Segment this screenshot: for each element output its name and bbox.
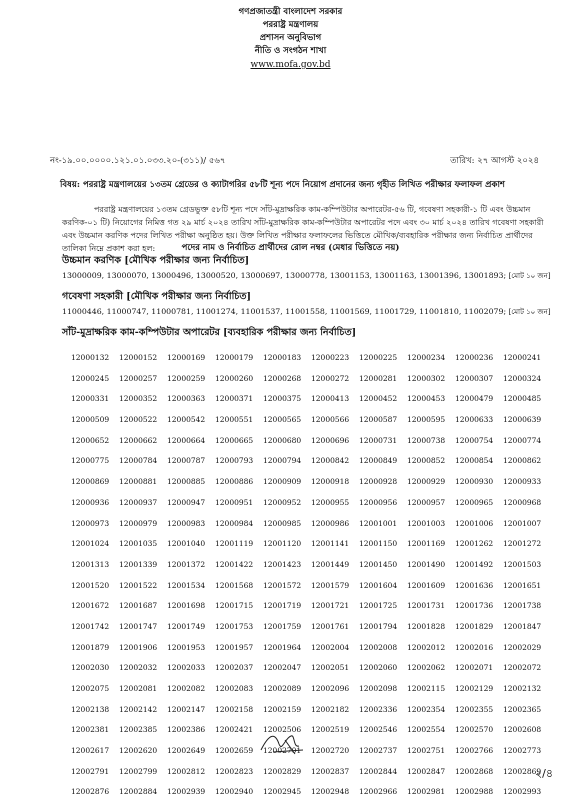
roll-list-gobeshona (62, 306, 562, 318)
roll-number-cell: 12001534 (167, 580, 206, 590)
roll-number-cell: 12000979 (119, 518, 158, 528)
roll-number-cell: 12002089 (263, 684, 302, 693)
roll-number-cell: 12001579 (311, 580, 350, 590)
roll-number-cell: 12000754 (455, 435, 494, 445)
roll-number-cell: 12001749 (167, 621, 206, 631)
roll-number-cell: 12002365 (503, 704, 542, 714)
roll-number-cell: 12000885 (167, 477, 206, 487)
roll-number-cell: 12001847 (503, 621, 542, 631)
roll-number-cell: 12001313 (71, 559, 110, 569)
roll-numbers: 13000009, 13000070, 13000496, 13000520, 13000697, 13000778, 13001153, 13001163, 13001396, 13001893; (62, 271, 507, 280)
govt-name: গণপ্রজাতন্ত্রী বাংলাদেশ সরকার (238, 7, 343, 17)
roll-number-cell: 12002981 (407, 787, 446, 797)
roll-number-cell: 12000363 (167, 394, 206, 404)
roll-number-cell: 12002075 (71, 684, 110, 693)
roll-number-cell: 12001753 (215, 621, 254, 631)
roll-number-cell: 12001568 (215, 580, 254, 590)
roll-number-cell: 12002554 (407, 725, 446, 735)
roll-number-cell: 12002570 (455, 725, 494, 735)
roll-number-cell: 12001001 (359, 518, 398, 528)
roll-number-cell: 12002659 (215, 746, 254, 756)
roll-number-cell: 12002737 (359, 746, 398, 756)
roll-number-cell: 12001490 (407, 559, 446, 569)
roll-number-cell: 12002988 (455, 787, 494, 797)
roll-number-cell: 12000260 (215, 373, 254, 383)
roll-number-cell: 12002945 (263, 787, 302, 797)
roll-number-cell: 12000241 (503, 353, 542, 362)
section-title-shaat: সাঁট-মুদ্রাক্ষরিক কাম-কম্পিউটার অপারেটর [ব্যবহারিক পরীক্ষার জন্য নির্বাচিত] (62, 327, 357, 338)
roll-number-cell: 12000973 (71, 518, 110, 528)
roll-number-cell: 12000257 (119, 373, 158, 383)
roll-number-cell: 12002030 (71, 663, 110, 673)
roll-number-cell: 12001040 (167, 539, 206, 549)
roll-number-cell: 12000371 (215, 394, 254, 404)
roll-number-cell: 12000937 (119, 497, 158, 507)
roll-number-cell: 12001024 (71, 539, 110, 549)
roll-number-cell: 12000849 (359, 456, 398, 466)
roll-number-cell: 12001006 (455, 518, 494, 528)
roll-number-cell: 12002336 (359, 704, 398, 714)
roll-number-cell: 12002519 (311, 725, 350, 735)
roll-number-cell: 12000236 (455, 353, 494, 362)
roll-numbers: 11000446, 11000747, 11000781, 11001274, 11001537, 11001558, 11001569, 11001729, 11001810, 11002079; (62, 307, 507, 316)
roll-number-cell: 12000957 (407, 497, 446, 507)
roll-number-cell: 12002620 (119, 746, 158, 756)
roll-number-cell: 12000639 (503, 415, 542, 425)
memo-date: তারিখ: ২৭ আগস্ট ২০২৪ (450, 156, 539, 166)
roll-number-cell: 12000662 (119, 435, 158, 445)
roll-number-cell: 12001150 (359, 539, 398, 549)
branch-name: নীতি ও সংগঠন শাখা (254, 46, 327, 56)
roll-number-cell: 12001503 (503, 559, 542, 569)
roll-number-cell: 12002355 (455, 704, 494, 714)
subject-line: বিষয়: পররাষ্ট্র মন্ত্রণালয়ের ১৩তম গ্রেডের ও ক্যাটাগরির ৫৮টি শূন্য পদে নিয়োগ প্রদানের জন্য গৃহীত লিখিত পরীক্ষার ফলাফল প্রকাশ (60, 180, 505, 190)
roll-number-cell: 12002138 (71, 704, 110, 714)
roll-number-cell: 12002158 (215, 704, 254, 714)
roll-number-cell: 12000794 (263, 456, 302, 466)
roll-number-cell: 12002617 (71, 746, 110, 756)
roll-number-cell: 12000307 (455, 373, 494, 383)
roll-number-cell: 12002844 (359, 766, 398, 776)
body-paragraph: পররাষ্ট্র মন্ত্রণালয়ের ১৩তম গ্রেডভুক্ত ৫৮টি শূন্য পদে সাঁট-মুদ্রাক্ষরিক কাম-কম্পিউটার অপারেটর-৫৬ টি, গবেষণা সহকারী-১ টি এবং উচ্চমান করণিক-০১ টি) নিয়োগের নিমিত্ত গত ২৯ মার্চ ২০২৪ তারিখ সাঁট-মুদ্রাক্ষরিক কাম-কম্পিউটার অপারেটর পদে এবং ৩০ মার্চ ২০২৪ তারিখ গবেষণা সহকারী এবং উচ্চমান করণিক পদের লিখিত পরীক্ষা অনুষ্ঠিত হয়। উক্ত লিখিত পরীক্ষার ফলাফলের ভিত্তিতে মৌখিক/ব্যবহারিক পরীক্ষার জন্য নির্বাচিত প্রার্থীদের তালিকা নিম্নে প্রকাশ করা হল: (62, 205, 544, 253)
roll-number-cell: 12000652 (71, 435, 110, 445)
roll-number-cell: 12000929 (407, 477, 446, 487)
roll-number-cell: 12000245 (71, 373, 110, 383)
roll-number-cell: 12001828 (407, 621, 446, 631)
roll-number-cell: 12000324 (503, 373, 542, 383)
roll-number-cell: 12002381 (71, 725, 110, 735)
roll-number-cell: 12000968 (503, 497, 542, 507)
roll-number-cell: 12001725 (359, 601, 398, 611)
roll-number-cell: 12000452 (359, 394, 398, 404)
roll-number-cell: 12000955 (311, 497, 350, 507)
roll-number-cell: 12000854 (455, 456, 494, 466)
roll-number-cell: 12000985 (263, 518, 302, 528)
roll-number-cell: 12002071 (455, 663, 494, 673)
roll-number-cell: 12000268 (263, 373, 302, 383)
roll-number-cell: 12000183 (263, 353, 302, 362)
roll-number-cell: 12000234 (407, 353, 446, 362)
roll-number-cell: 12000928 (359, 477, 398, 487)
roll-number-cell: 12001169 (407, 539, 446, 549)
roll-number-cell: 12001339 (119, 559, 158, 569)
roll-number-cell: 12000775 (71, 456, 110, 466)
roll-number-cell: 12001687 (119, 601, 158, 611)
roll-number-cell: 12002966 (359, 787, 398, 797)
roll-number-cell: 12001761 (311, 621, 350, 631)
roll-number-cell: 12002812 (167, 766, 206, 776)
roll-number-cell: 12001794 (359, 621, 398, 631)
roll-number-cell: 12001738 (503, 601, 542, 611)
roll-number-cell: 12000352 (119, 394, 158, 404)
roll-number-cell: 12002082 (167, 684, 206, 693)
roll-number-cell: 12002051 (311, 663, 350, 673)
roll-number-cell: 12000225 (359, 353, 398, 362)
roll-number-cell: 12000983 (167, 518, 206, 528)
roll-number-cell: 12001957 (215, 642, 254, 652)
roll-number-cell: 12002720 (311, 746, 350, 756)
roll-number-cell: 12000542 (167, 415, 206, 425)
roll-number-cell: 12000956 (359, 497, 398, 507)
roll-number-cell: 12002008 (359, 642, 398, 652)
roll-number-cell: 12001003 (407, 518, 446, 528)
division-name: প্রশাসন অনুবিভাগ (259, 33, 322, 43)
roll-number-cell: 12001721 (311, 601, 350, 611)
roll-number-cell: 12001736 (455, 601, 494, 611)
roll-number-cell: 12000774 (503, 435, 542, 445)
roll-number-cell: 12001120 (263, 539, 302, 549)
roll-number-cell: 12001272 (503, 539, 542, 549)
roll-number-cell: 12002608 (503, 725, 542, 735)
roll-number-cell: 12000132 (71, 353, 110, 362)
roll-number-cell: 12002159 (263, 704, 302, 714)
roll-number-cell: 12001636 (455, 580, 494, 590)
section-title-uchchoman: উচ্চমান করণিক [মৌখিক পরীক্ষার জন্য নির্বাচিত] (62, 255, 250, 266)
roll-number-cell: 12000842 (311, 456, 350, 466)
roll-number-cell: 12002868 (455, 766, 494, 776)
roll-number-cell: 12000331 (71, 394, 110, 404)
roll-number-cell: 12000930 (455, 477, 494, 487)
roll-number-cell: 12000453 (407, 394, 446, 404)
roll-number-cell: 12000793 (215, 456, 254, 466)
roll-number-cell: 12000223 (311, 353, 350, 362)
roll-number-cell: 12002037 (215, 663, 254, 673)
roll-number-cell: 12002132 (503, 684, 542, 693)
roll-number-cell: 12000852 (407, 456, 446, 466)
roll-number-cell: 12001119 (215, 539, 254, 549)
roll-number-cell: 12002016 (455, 642, 494, 652)
roll-number-cell: 12000566 (311, 415, 350, 425)
roll-number-cell: 12001522 (119, 580, 158, 590)
roll-number-cell: 12000595 (407, 415, 446, 425)
roll-number-cell: 12002884 (119, 787, 158, 797)
roll-number-cell: 12002081 (119, 684, 158, 693)
roll-number-cell: 12000485 (503, 394, 542, 404)
roll-number-cell: 12002029 (503, 642, 542, 652)
roll-number-cell: 12002939 (167, 787, 206, 797)
roll-number-cell: 12001759 (263, 621, 302, 631)
roll-number-cell: 12000965 (455, 497, 494, 507)
roll-number-cell: 12000881 (119, 477, 158, 487)
roll-number-cell: 12001449 (311, 559, 350, 569)
memo-number: নং-১৯.০০.০০০০.১২১.০১.০৩৩.২০-(৩১১)/ ৫৬৭ (50, 156, 226, 166)
roll-number-cell: 12001609 (407, 580, 446, 590)
roll-number-cell: 12002869 (503, 766, 542, 776)
roll-number-cell: 12000933 (503, 477, 542, 487)
roll-number-cell: 12000375 (263, 394, 302, 404)
roll-number-cell: 12001520 (71, 580, 110, 590)
roll-number-cell: 12002012 (407, 642, 446, 652)
roll-number-cell: 12000169 (167, 353, 206, 362)
roll-number-cell: 12000664 (167, 435, 206, 445)
ministry-name: পররাষ্ট্র মন্ত্রণালয় (262, 20, 319, 30)
roll-number-cell: 12000665 (215, 435, 254, 445)
roll-number-cell: 12000152 (119, 353, 158, 362)
roll-number-cell: 12002773 (503, 746, 542, 756)
roll-number-cell: 12002032 (119, 663, 158, 673)
roll-number-cell: 12002421 (215, 725, 254, 735)
roll-number-cell: 12001422 (215, 559, 254, 569)
roll-number-cell: 12001141 (311, 539, 350, 549)
roll-number-cell: 12000509 (71, 415, 110, 425)
roll-number-cell: 12001719 (263, 601, 302, 611)
roll-number-cell: 12001742 (71, 621, 110, 631)
roll-number-cell: 12002083 (215, 684, 254, 693)
roll-number-cell: 12000784 (119, 456, 158, 466)
roll-number-cell: 12000947 (167, 497, 206, 507)
roll-number-cell: 12002649 (167, 746, 206, 756)
roll-number-cell: 12000862 (503, 456, 542, 466)
roll-number-cell: 12001035 (119, 539, 158, 549)
roll-number-cell: 12000984 (215, 518, 254, 528)
roll-number-cell: 12002115 (407, 684, 446, 693)
roll-number-cell: 12000909 (263, 477, 302, 487)
roll-number-cell: 12002829 (263, 766, 302, 776)
roll-number-cell: 12001492 (455, 559, 494, 569)
roll-number-cell: 12002047 (263, 663, 302, 673)
roll-grid-shaat (71, 348, 561, 803)
roll-number-cell: 12002506 (263, 725, 302, 735)
roll-number-cell: 12000918 (311, 477, 350, 487)
roll-number-cell: 12000731 (359, 435, 398, 445)
roll-number-cell: 12001747 (119, 621, 158, 631)
roll-number-cell: 12001651 (503, 580, 542, 590)
roll-number-cell: 12000565 (263, 415, 302, 425)
roll-number-cell: 12002940 (215, 787, 254, 797)
roll-number-cell: 12001372 (167, 559, 206, 569)
roll-number-cell: 12002823 (215, 766, 254, 776)
roll-number-cell: 12000302 (407, 373, 446, 383)
roll-number-cell: 12002386 (167, 725, 206, 735)
roll-number-cell: 12001604 (359, 580, 398, 590)
roll-number-cell: 12000952 (263, 497, 302, 507)
roll-number-cell: 12002766 (455, 746, 494, 756)
roll-number-cell: 12002847 (407, 766, 446, 776)
roll-number-cell: 12000696 (311, 435, 350, 445)
roll-number-cell: 12001007 (503, 518, 542, 528)
roll-number-cell: 12002876 (71, 787, 110, 797)
roll-list-uchchoman (62, 270, 562, 282)
roll-number-cell: 12002033 (167, 663, 206, 673)
roll-number-cell: 12001698 (167, 601, 206, 611)
roll-number-cell: 12000281 (359, 373, 398, 383)
roll-number-cell: 12002993 (503, 787, 542, 797)
roll-number-cell: 12001906 (119, 642, 158, 652)
roll-number-cell: 12000479 (455, 394, 494, 404)
roll-number-cell: 12000986 (311, 518, 350, 528)
roll-number-cell: 12001879 (71, 642, 110, 652)
roll-number-cell: 12002701 (263, 746, 302, 756)
roll-number-cell: 12002147 (167, 704, 206, 714)
roll-number-cell: 12002096 (311, 684, 350, 693)
roll-number-cell: 12002791 (71, 766, 110, 776)
roll-number-cell: 12002546 (359, 725, 398, 735)
roll-number-cell: 12000272 (311, 373, 350, 383)
roll-number-cell: 12002354 (407, 704, 446, 714)
roll-number-cell: 12001423 (263, 559, 302, 569)
section-title-gobeshona: গবেষণা সহকারী [মৌখিক পরীক্ষার জন্য নির্বাচিত] (62, 291, 252, 302)
roll-number-cell: 12000522 (119, 415, 158, 425)
roll-number-cell: 12002837 (311, 766, 350, 776)
page-number: ২/৪ (535, 767, 553, 780)
total-count: [মোট ১০ জন] (508, 272, 551, 280)
roll-number-cell: 12001715 (215, 601, 254, 611)
roll-number-cell: 12002062 (407, 663, 446, 673)
signature (255, 728, 315, 758)
roll-number-cell: 12000787 (167, 456, 206, 466)
roll-number-cell: 12001450 (359, 559, 398, 569)
post-heading: পদের নাম ও নির্বাচিত প্রার্থীদের রোল নম্বর (মেধার ভিত্তিতে নয়) (181, 243, 400, 253)
roll-number-cell: 12000551 (215, 415, 254, 425)
roll-number-cell: 12002004 (311, 642, 350, 652)
roll-number-cell: 12002098 (359, 684, 398, 693)
roll-number-cell: 12000886 (215, 477, 254, 487)
roll-number-cell: 12000587 (359, 415, 398, 425)
roll-number-cell: 12000936 (71, 497, 110, 507)
roll-number-cell: 12002799 (119, 766, 158, 776)
roll-number-cell: 12002072 (503, 663, 542, 673)
roll-number-cell: 12000633 (455, 415, 494, 425)
roll-number-cell: 12000680 (263, 435, 302, 445)
roll-number-cell: 12002751 (407, 746, 446, 756)
website-link[interactable]: www.mofa.gov.bd (250, 60, 331, 70)
roll-number-cell: 12001953 (167, 642, 206, 652)
roll-number-cell: 12001964 (263, 642, 302, 652)
roll-number-cell: 12001262 (455, 539, 494, 549)
roll-number-cell: 12000951 (215, 497, 254, 507)
roll-number-cell: 12002129 (455, 684, 494, 693)
roll-number-cell: 12000738 (407, 435, 446, 445)
roll-number-cell: 12002182 (311, 704, 350, 714)
total-count: [মোট ১০ জন] (508, 308, 551, 316)
roll-number-cell: 12001572 (263, 580, 302, 590)
roll-number-cell: 12000869 (71, 477, 110, 487)
roll-number-cell: 12002385 (119, 725, 158, 735)
roll-number-cell: 12000259 (167, 373, 206, 383)
roll-number-cell: 12001672 (71, 601, 110, 611)
roll-number-cell: 12002948 (311, 787, 350, 797)
roll-number-cell: 12000413 (311, 394, 350, 404)
roll-number-cell: 12001731 (407, 601, 446, 611)
roll-number-cell: 12000179 (215, 353, 254, 362)
roll-number-cell: 12002060 (359, 663, 398, 673)
roll-number-cell: 12002142 (119, 704, 158, 714)
roll-number-cell: 12001829 (455, 621, 494, 631)
